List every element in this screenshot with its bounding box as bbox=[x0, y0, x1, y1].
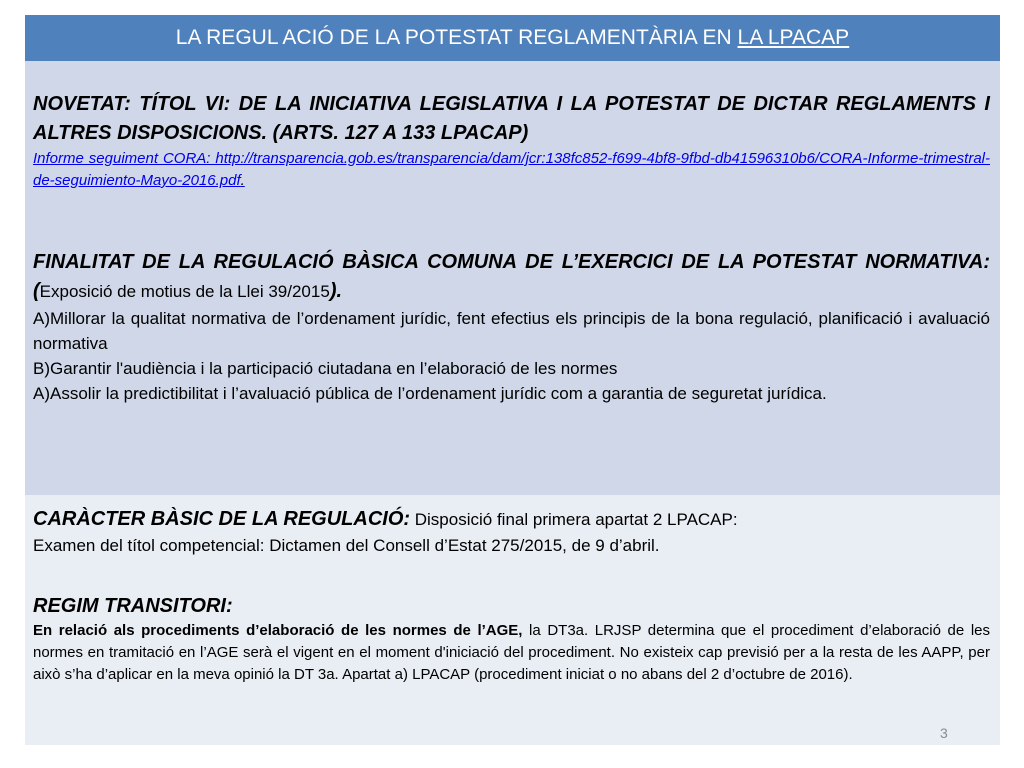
page-number: 3 bbox=[940, 725, 948, 741]
regim-transitori-text: la DT3a. LRJSP determina que el procediment d’elaboració de les normes en tramitació en l’AGE serà el vigent en el moment d'iniciació del procediment. No existeix cap previsió per a la resta de les AAPP, per això s’ha d’aplicar en la meva opinió la DT 3a. Apartat a) LPACAP (procediment iniciat o no abans del 2 d’octubre de 2016). bbox=[33, 622, 990, 683]
regim-transitori-bold-lead: En relació als procediments d’elaboració de les normes de l’AGE, bbox=[33, 622, 523, 639]
slide-title: LA REGUL ACIÓ DE LA POTESTAT REGLAMENTÀRIA EN bbox=[175, 26, 738, 49]
section-caracter-basic bbox=[33, 506, 990, 558]
finalitat-heading-end: ). bbox=[329, 280, 343, 302]
regim-transitori-body bbox=[33, 620, 990, 686]
finalitat-heading-text: FINALITAT DE LA REGULACIÓ BÀSICA COMUNA DE L’EXERCICI DE LA POTESTAT NORMATIVA: ( bbox=[33, 251, 990, 302]
finalitat-item-b: B)Garantir l'audiència i la participació ciutadana en l’elaboració de les normes bbox=[33, 359, 618, 378]
finalitat-heading bbox=[33, 248, 990, 306]
cora-report-link-line[interactable] bbox=[33, 148, 990, 192]
caracter-basic-heading bbox=[33, 506, 990, 533]
novetat-heading: NOVETAT: TÍTOL VI: DE LA INICIATIVA LEGISLATIVA I LA POTESTAT DE DICTAR REGLAMENTS I ALTRES DISPOSICIONS. (ARTS. 127 A 133 LPACAP) bbox=[33, 93, 990, 144]
regim-transitori-heading: REGIM TRANSITORI: bbox=[33, 595, 233, 617]
caracter-basic-heading-note: Disposició final primera apartat 2 LPACAP: bbox=[410, 510, 738, 529]
cora-report-link[interactable]: Informe seguiment CORA: http://transparencia.gob.es/transparencia/dam/jcr:138fc852-f699-4bf8-9fbd-db41596310b6/CORA-Informe-trimestral-de-seguimiento-Mayo-2016.pdf bbox=[33, 150, 990, 189]
finalitat-item-a: A)Millorar la qualitat normativa de l’ordenament jurídic, fent efectius els principis de la bona regulació, planificació i avaluació normativa bbox=[33, 309, 990, 353]
section-regim-transitori bbox=[33, 593, 990, 686]
finalitat-heading-note: Exposició de motius de la Llei 39/2015 bbox=[39, 282, 330, 301]
caracter-basic-heading-text: CARÀCTER BÀSIC DE LA REGULACIÓ: bbox=[33, 508, 411, 530]
finalitat-item-c: A)Assolir la predictibilitat i l’avaluació pública de l’ordenament jurídic com a garantia de seguretat jurídica. bbox=[33, 384, 827, 403]
caracter-basic-line: Examen del títol competencial: Dictamen del Consell d’Estat 275/2015, de 9 d’abril. bbox=[33, 536, 660, 555]
slide-title-bar bbox=[25, 15, 1000, 61]
section-finalitat bbox=[33, 248, 990, 406]
slide-title-underlined: LA LPACAP bbox=[737, 26, 850, 49]
link-suffix: . bbox=[240, 172, 245, 189]
section-novetat bbox=[33, 90, 990, 192]
